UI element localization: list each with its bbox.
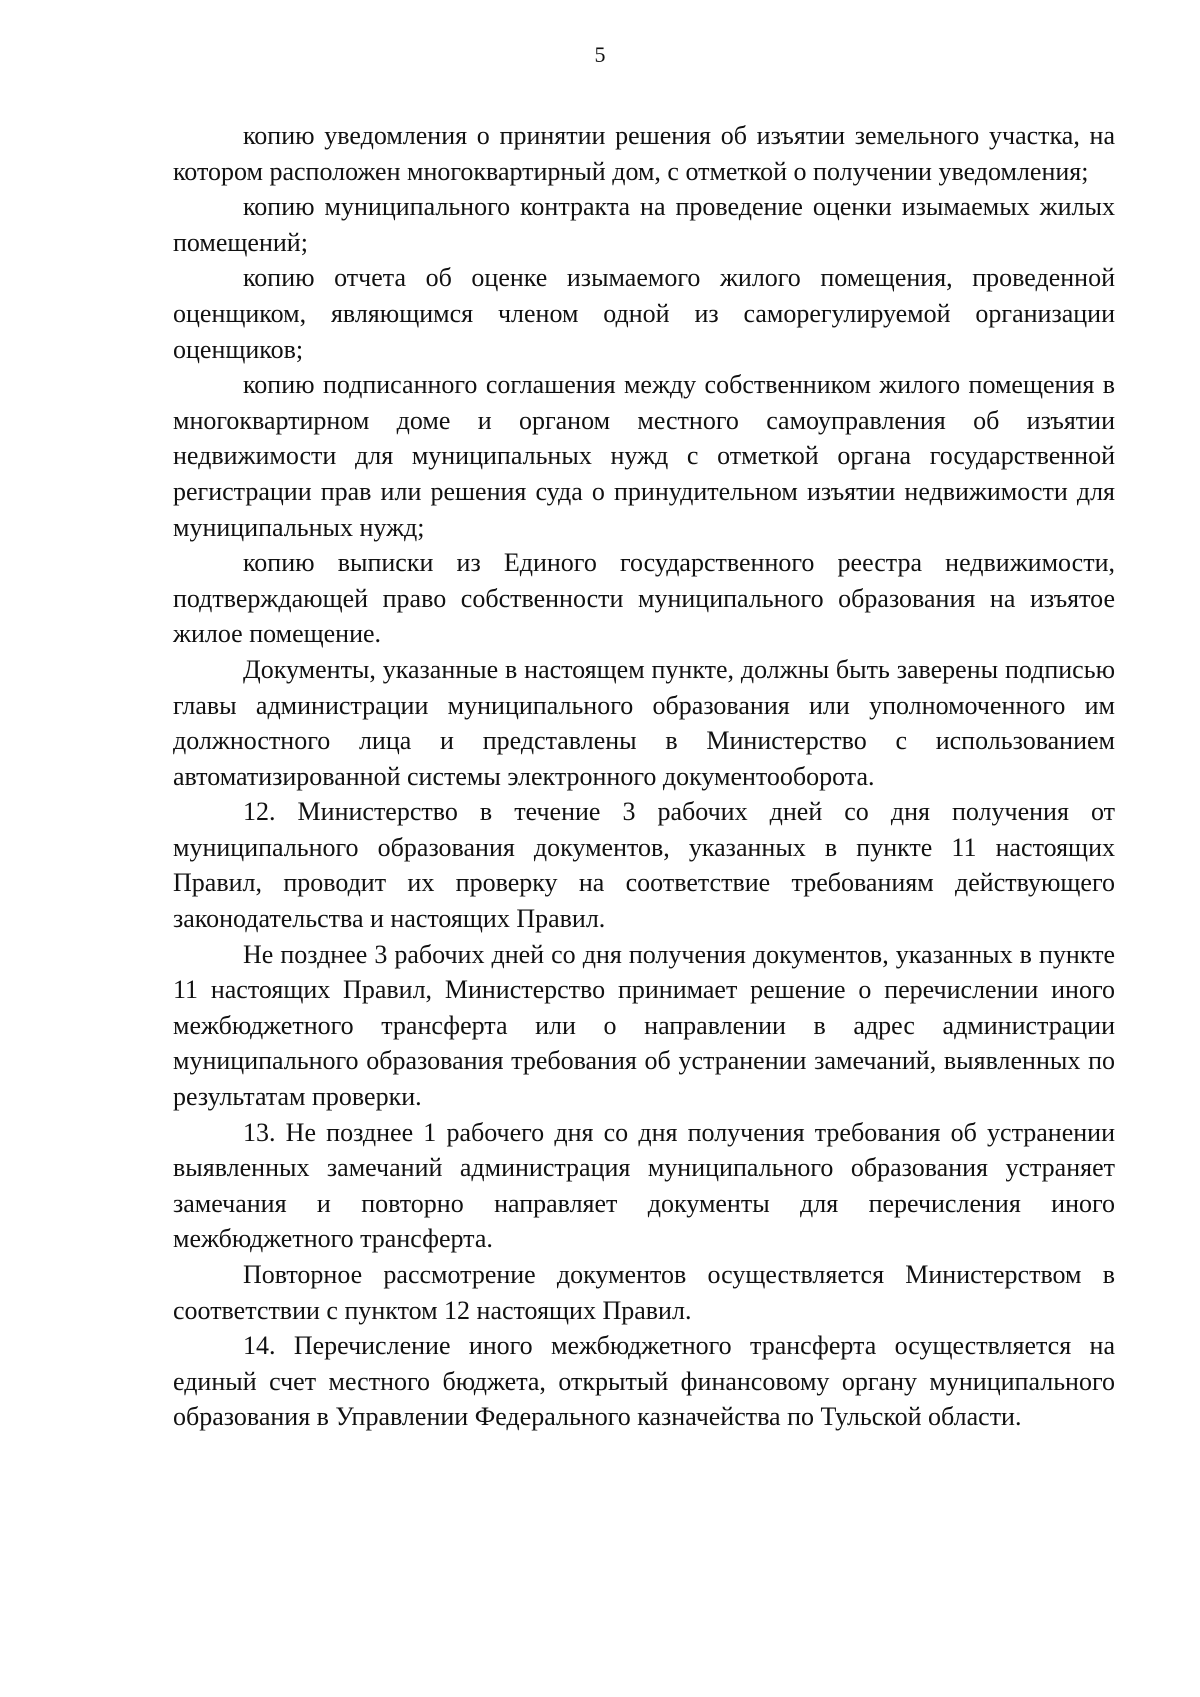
paragraph-item-14: 14. Перечисление иного межбюджетного трансферта осуществляется на единый счет местного бюджета, открытый финансовому органу муниципального образования в Управлении Федерального казначейства по Тульской области. (173, 1331, 1115, 1432)
paragraph-agreement-copy: копию подписанного соглашения между собственником жилого помещения в многоквартирном доме и органом местного самоуправления об изъятии недвижимости для муниципальных нужд с отметкой органа государственной регистрации прав или решения суда о принудительном изъятии недвижимости для муниципальных нужд; (173, 370, 1115, 542)
paragraph-item-12: 12. Министерство в течение 3 рабочих дней со дня получения от муниципального образования документов, указанных в пункте 11 настоящих Правил, проводит их проверку на соответствие требованиям действующего законодательства и настоящих Правил. (173, 797, 1115, 934)
document-body (173, 118, 1115, 1435)
page-number: 5 (594, 42, 606, 67)
paragraph-registry-extract-copy: копию выписки из Единого государственного реестра недвижимости, подтверждающей право собственности муниципального образования на изъятое жилое помещение. (173, 548, 1115, 649)
paragraph-repeat-review: Повторное рассмотрение документов осуществляется Министерством в соответствии с пунктом 12 настоящих Правил. (173, 1260, 1115, 1325)
paragraph-decision-deadline: Не позднее 3 рабочих дней со дня получения документов, указанных в пункте 11 настоящих Правил, Министерство принимает решение о перечислении иного межбюджетного трансферта или о направлении в адрес администрации муниципального образования требования об устранении замечаний, выявленных по результатам проверки. (173, 939, 1115, 1112)
paragraph-item-13: 13. Не позднее 1 рабочего дня со дня получения требования об устранении выявленных замечаний администрация муниципального образования устраняет замечания и повторно направляет документы для перечисления иного межбюджетного трансферта. (173, 1117, 1115, 1254)
paragraph-notice-copy: копию уведомления о принятии решения об изъятии земельного участка, на котором расположен многоквартирный дом, с отметкой о получении уведомления; (173, 121, 1115, 186)
paragraph-valuation-report-copy: копию отчета об оценке изымаемого жилого помещения, проведенной оценщиком, являющимся членом одной из саморегулируемой организации оценщиков; (173, 263, 1115, 364)
paragraph-contract-copy: копию муниципального контракта на проведение оценки изымаемых жилых помещений; (173, 192, 1115, 257)
paragraph-documents-certification: Документы, указанные в настоящем пункте, должны быть заверены подписью главы администрации муниципального образования или уполномоченного им должностного лица и представлены в Министерство с использованием автоматизированной системы электронного документооборота. (173, 654, 1115, 791)
